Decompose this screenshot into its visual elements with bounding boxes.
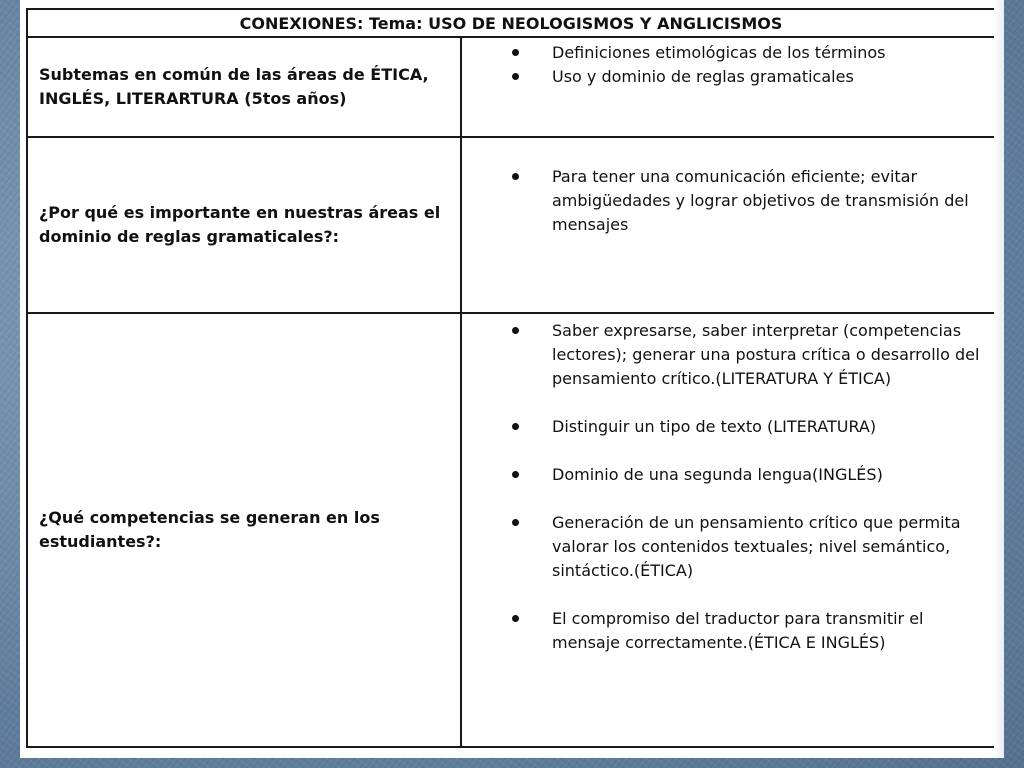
list-item bbox=[462, 511, 986, 583]
bullet-icon bbox=[512, 471, 519, 478]
bullet-icon bbox=[512, 423, 519, 430]
page-edge-shadow bbox=[994, 0, 1004, 758]
bullet-list bbox=[462, 319, 986, 655]
bullet-text: El compromiso del traductor para transmitir el mensaje correctamente.(ÉTICA E INGLÉS) bbox=[552, 609, 924, 652]
bullet-icon bbox=[512, 519, 519, 526]
bullet-icon bbox=[512, 73, 519, 80]
bullet-text: Generación de un pensamiento crítico que permita valorar los contenidos textuales; nivel semántico, sintáctico.(ÉTICA) bbox=[552, 513, 961, 580]
list-item bbox=[462, 415, 986, 439]
document-sheet bbox=[20, 0, 1004, 758]
table-title: CONEXIONES: Tema: USO DE NEOLOGISMOS Y ANGLICISMOS bbox=[27, 9, 995, 37]
table-row bbox=[27, 37, 995, 137]
list-item bbox=[462, 319, 986, 391]
list-item bbox=[462, 65, 986, 89]
table-row bbox=[27, 313, 995, 747]
bullet-text: Distinguir un tipo de texto (LITERATURA) bbox=[552, 417, 877, 436]
list-item bbox=[462, 41, 986, 65]
question-cell: ¿Por qué es importante en nuestras áreas el dominio de reglas gramaticales?: bbox=[27, 137, 461, 313]
answer-cell bbox=[461, 37, 995, 137]
question-cell: Subtemas en común de las áreas de ÉTICA, INGLÉS, LITERARTURA (5tos años) bbox=[27, 37, 461, 137]
bullet-list bbox=[462, 41, 986, 89]
connections-table bbox=[26, 8, 996, 748]
bullet-text: Saber expresarse, saber interpretar (competencias lectores); generar una postura crítica o desarrollo del pensamiento crítico.(LITERATURA Y ÉTICA) bbox=[552, 321, 980, 388]
bullet-list bbox=[462, 165, 986, 237]
list-item bbox=[462, 607, 986, 655]
bullet-icon bbox=[512, 173, 519, 180]
answer-cell bbox=[461, 313, 995, 747]
answer-cell bbox=[461, 137, 995, 313]
bullet-text: Para tener una comunicación eficiente; evitar ambigüedades y lograr objetivos de transmisión del mensajes bbox=[552, 167, 969, 234]
bullet-text: Definiciones etimológicas de los términos bbox=[552, 43, 886, 62]
list-item bbox=[462, 165, 986, 237]
bullet-text: Uso y dominio de reglas gramaticales bbox=[552, 67, 854, 86]
bullet-icon bbox=[512, 327, 519, 334]
bullet-icon bbox=[512, 615, 519, 622]
list-item bbox=[462, 463, 986, 487]
bullet-icon bbox=[512, 49, 519, 56]
bullet-text: Dominio de una segunda lengua(INGLÉS) bbox=[552, 465, 883, 484]
table-row bbox=[27, 137, 995, 313]
question-cell: ¿Qué competencias se generan en los estudiantes?: bbox=[27, 313, 461, 747]
title-row bbox=[27, 9, 995, 37]
